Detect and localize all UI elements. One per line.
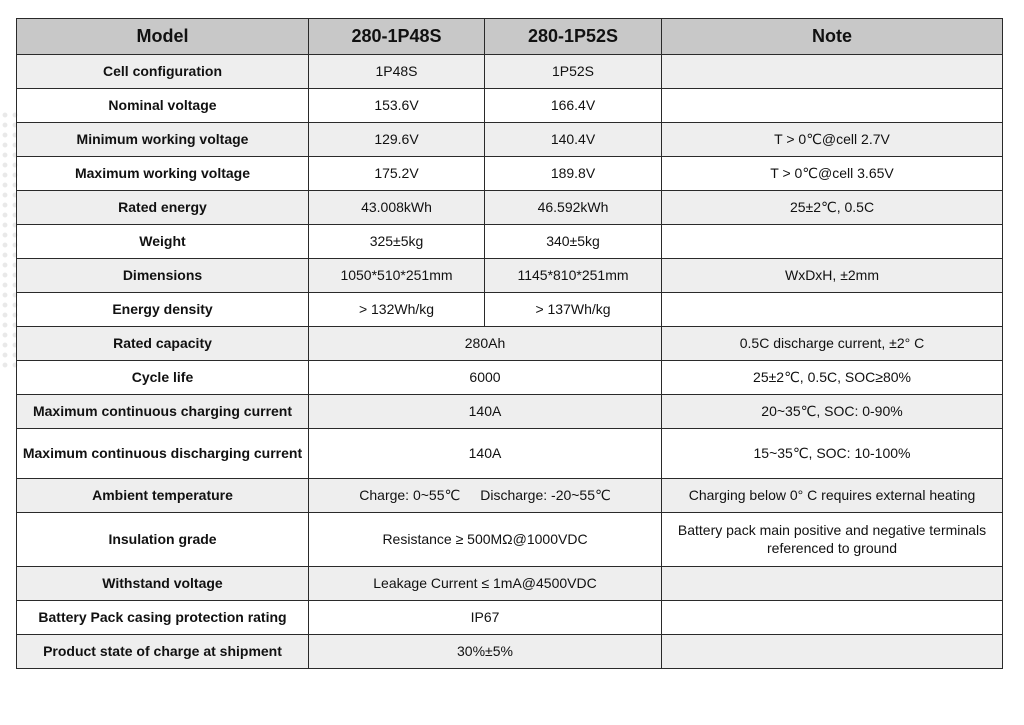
value-280-1p48s: 1050*510*251mm <box>309 259 485 293</box>
row-label: Cycle life <box>17 361 309 395</box>
note-cell: 0.5C discharge current, ±2° C <box>662 327 1003 361</box>
value-280-1p52s: 1P52S <box>485 55 662 89</box>
row-label: Battery Pack casing protection rating <box>17 601 309 635</box>
row-label: Withstand voltage <box>17 567 309 601</box>
value-280-1p52s: 189.8V <box>485 157 662 191</box>
note-cell: Battery pack main positive and negative terminals referenced to ground <box>662 513 1003 567</box>
note-cell <box>662 635 1003 669</box>
row-label: Product state of charge at shipment <box>17 635 309 669</box>
row-label: Dimensions <box>17 259 309 293</box>
discharge-temperature: Discharge: -20~55℃ <box>480 486 611 503</box>
value-280-1p48s: 325±5kg <box>309 225 485 259</box>
note-cell: Charging below 0° C requires external heating <box>662 479 1003 513</box>
row-maximum-working-voltage <box>17 157 1003 191</box>
row-max-continuous-discharging-current <box>17 429 1003 479</box>
note-cell <box>662 567 1003 601</box>
row-label: Rated energy <box>17 191 309 225</box>
row-weight <box>17 225 1003 259</box>
row-label: Minimum working voltage <box>17 123 309 157</box>
row-energy-density <box>17 293 1003 327</box>
row-cycle-life <box>17 361 1003 395</box>
header-280-1p48s: 280-1P48S <box>309 19 485 55</box>
note-cell: WxDxH, ±2mm <box>662 259 1003 293</box>
row-minimum-working-voltage <box>17 123 1003 157</box>
note-cell: 25±2℃, 0.5C <box>662 191 1003 225</box>
value-shared: 30%±5% <box>309 635 662 669</box>
note-cell <box>662 293 1003 327</box>
value-shared: IP67 <box>309 601 662 635</box>
row-label: Ambient temperature <box>17 479 309 513</box>
value-shared: Leakage Current ≤ 1mA@4500VDC <box>309 567 662 601</box>
header-note: Note <box>662 19 1003 55</box>
row-casing-protection-rating <box>17 601 1003 635</box>
value-280-1p48s: > 132Wh/kg <box>309 293 485 327</box>
row-label: Maximum continuous discharging current <box>17 429 309 479</box>
row-label: Maximum continuous charging current <box>17 395 309 429</box>
header-280-1p52s: 280-1P52S <box>485 19 662 55</box>
value-280-1p52s: 1145*810*251mm <box>485 259 662 293</box>
row-label: Weight <box>17 225 309 259</box>
note-cell: 20~35℃, SOC: 0-90% <box>662 395 1003 429</box>
value-280-1p48s: 43.008kWh <box>309 191 485 225</box>
row-nominal-voltage <box>17 89 1003 123</box>
row-rated-capacity <box>17 327 1003 361</box>
value-shared: 280Ah <box>309 327 662 361</box>
row-label: Nominal voltage <box>17 89 309 123</box>
note-cell: T > 0℃@cell 3.65V <box>662 157 1003 191</box>
value-280-1p52s: 166.4V <box>485 89 662 123</box>
note-cell: 25±2℃, 0.5C, SOC≥80% <box>662 361 1003 395</box>
row-ambient-temperature <box>17 479 1003 513</box>
value-280-1p48s: 175.2V <box>309 157 485 191</box>
row-label: Energy density <box>17 293 309 327</box>
value-shared: Resistance ≥ 500MΩ@1000VDC <box>309 513 662 567</box>
note-cell <box>662 55 1003 89</box>
row-label: Rated capacity <box>17 327 309 361</box>
value-280-1p48s: 153.6V <box>309 89 485 123</box>
header-model: Model <box>17 19 309 55</box>
note-cell <box>662 225 1003 259</box>
row-max-continuous-charging-current <box>17 395 1003 429</box>
row-insulation-grade <box>17 513 1003 567</box>
value-shared <box>309 479 662 513</box>
header-row <box>17 19 1003 55</box>
value-280-1p52s: 46.592kWh <box>485 191 662 225</box>
row-label: Insulation grade <box>17 513 309 567</box>
battery-spec-table <box>16 18 1003 669</box>
note-cell: T > 0℃@cell 2.7V <box>662 123 1003 157</box>
row-rated-energy <box>17 191 1003 225</box>
value-shared: 140A <box>309 429 662 479</box>
note-cell <box>662 601 1003 635</box>
row-cell-configuration <box>17 55 1003 89</box>
row-label: Maximum working voltage <box>17 157 309 191</box>
row-dimensions <box>17 259 1003 293</box>
value-shared: 140A <box>309 395 662 429</box>
charge-temperature: Charge: 0~55℃ <box>359 486 461 503</box>
value-280-1p48s: 129.6V <box>309 123 485 157</box>
value-280-1p52s: 340±5kg <box>485 225 662 259</box>
value-shared: 6000 <box>309 361 662 395</box>
row-withstand-voltage <box>17 567 1003 601</box>
row-label: Cell configuration <box>17 55 309 89</box>
note-cell: 15~35℃, SOC: 10-100% <box>662 429 1003 479</box>
row-state-of-charge-at-shipment <box>17 635 1003 669</box>
note-cell <box>662 89 1003 123</box>
value-280-1p52s: 140.4V <box>485 123 662 157</box>
value-280-1p48s: 1P48S <box>309 55 485 89</box>
value-280-1p52s: > 137Wh/kg <box>485 293 662 327</box>
